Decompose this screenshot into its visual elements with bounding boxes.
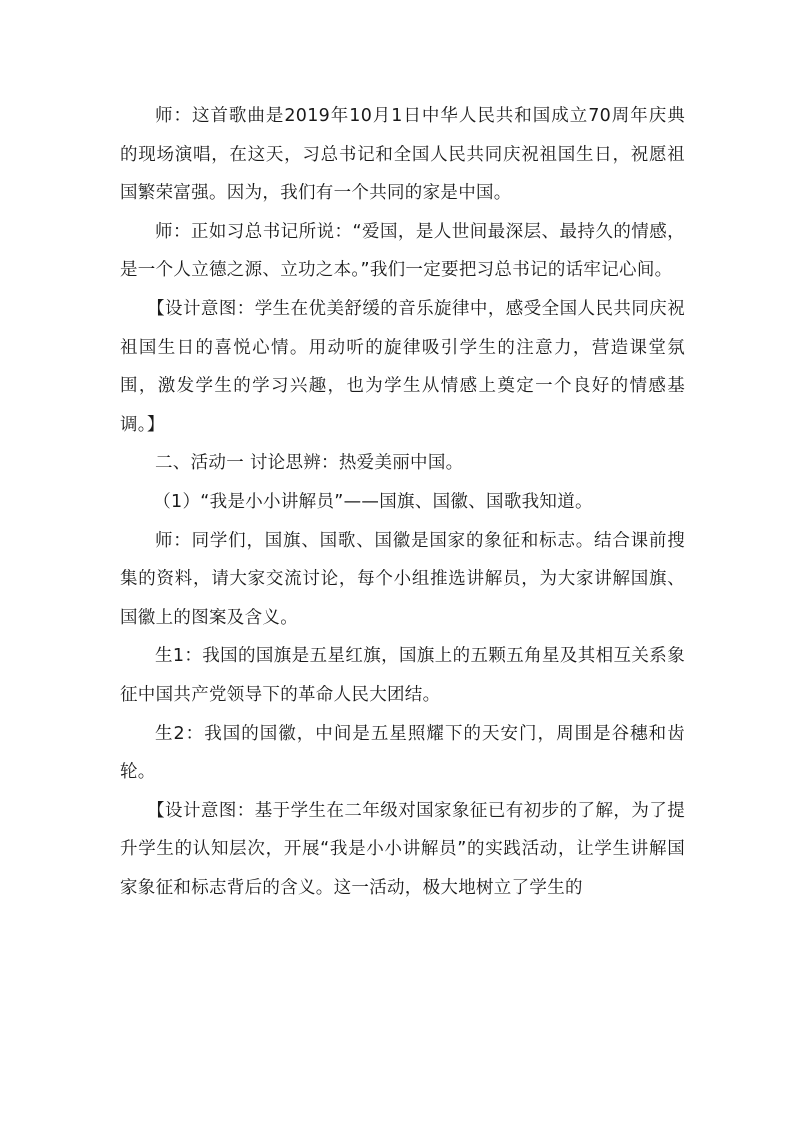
paragraph-teacher-song: 师：这首歌曲是2019年10月1日中华人民共和国成立70周年庆典的现场演唱，在这天，习总书记和全国人民共同庆祝祖国生日，祝愿祖国繁荣富强。因为，我们有一个共同的家是中国。 bbox=[120, 106, 685, 204]
paragraph-student-2: 生2：我国的国徽，中间是五星照耀下的天安门，周围是谷穗和齿轮。 bbox=[120, 723, 685, 783]
paragraph-student-1: 生1：我国的国旗是五星红旗，国旗上的五颗五角星及其相互关系象征中国共产党领导下的革命人民大团结。 bbox=[120, 646, 685, 705]
paragraph-teacher-quote: 师：正如习总书记所说：“爱国，是人世间最深层、最持久的情感，是一个人立德之源、立功之本。”我们一定要把习总书记的话牢记心间。 bbox=[120, 221, 685, 281]
subheading-little-guide: （1）“我是小小讲解员”——国旗、国徽、国歌我知道。 bbox=[153, 491, 593, 512]
paragraph-design-intent-1: 【设计意图：学生在优美舒缓的音乐旋律中，感受全国人民共同庆祝祖国生日的喜悦心情。用动听的旋律吸引学生的注意力，营造课堂氛围，激发学生的学习兴趣，也为学生从情感上奠定一个良好的情感基调。】 bbox=[120, 298, 685, 435]
section-heading-activity-one: 二、活动一 讨论思辨：热爱美丽中国。 bbox=[155, 453, 464, 474]
document-body bbox=[120, 97, 685, 907]
paragraph-teacher-symbols: 师：同学们，国旗、国歌、国徽是国家的象征和标志。结合课前搜集的资料，请大家交流讨论，每个小组推选讲解员，为大家讲解国旗、国徽上的图案及含义。 bbox=[120, 530, 685, 628]
paragraph-design-intent-2: 【设计意图：基于学生在二年级对国家象征已有初步的了解，为了提升学生的认知层次，开展“我是小小讲解员”的实践活动，让学生讲解国家象征和标志背后的含义。这一活动，极大地树立了学生的 bbox=[120, 800, 685, 898]
